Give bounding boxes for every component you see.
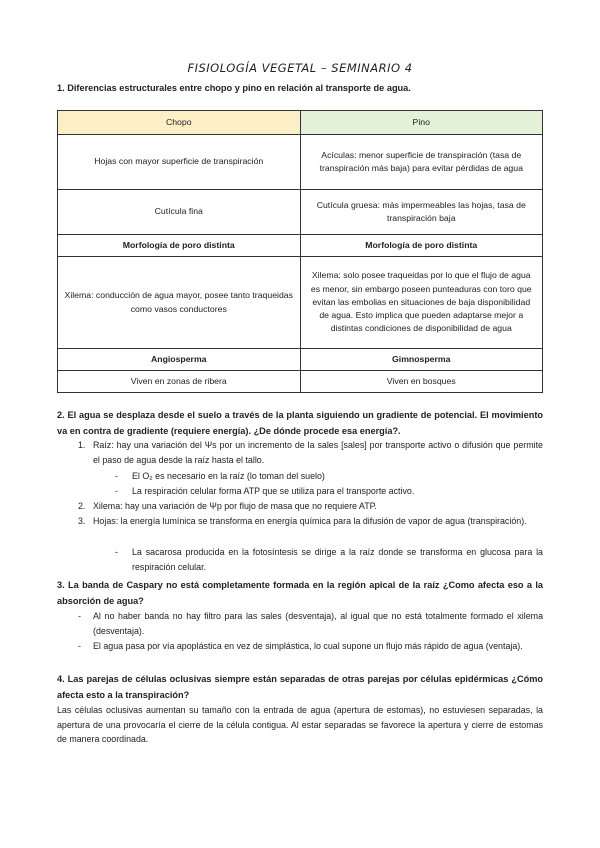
table-cell: Morfología de poro distinta [58, 235, 301, 257]
question-1: 1. Diferencias estructurales entre chopo y pino en relación al transporte de agua. [57, 83, 411, 93]
answer-4: Las células oclusivas aumentan su tamaño con la entrada de agua (apertura de estomas), no estuviesen separadas, la apertura de una provocaría el cierre de la célula contigua. Al estar separadas se favorece la apertura y cierre de estomas de manera coordinada. [57, 705, 543, 745]
answer-3-1: Al no haber banda no hay filtro para las sales (desventaja), al igual que no está totalmente formado el xilema (desventaja). [93, 611, 543, 636]
bullet: - [115, 471, 118, 481]
bullet: - [115, 486, 118, 496]
list-number-2: 2. [78, 501, 86, 511]
table-cell: Angiosperma [58, 349, 301, 371]
table-cell: Cutícula gruesa: más impermeables las hojas, tasa de transpiración baja [300, 190, 543, 235]
question-2: 2. El agua se desplaza desde el suelo a través de la planta siguiendo un gradiente de potencial. El movimiento va en contra de gradiente (requiere energía). ¿De dónde procede esa energía?. [57, 410, 543, 436]
table-cell: Gimnosperma [300, 349, 543, 371]
list-number-3: 3. [78, 516, 86, 526]
page-title: FISIOLOGÍA VEGETAL – SEMINARIO 4 [187, 61, 413, 75]
table-cell: Viven en bosques [300, 371, 543, 393]
table-cell: Xilema: solo posee traqueidas por lo que el flujo de agua es menor, sin embargo poseen punteaduras con toro que evitan las embolias en situaciones de baja disponibilidad de agua. Esto implica que pueden adaptarse mejor a distintas condiciones de disponibilidad de agua [300, 257, 543, 349]
bullet: - [78, 641, 81, 651]
table-cell: Morfología de poro distinta [300, 235, 543, 257]
bullet: - [78, 611, 81, 621]
bullet: - [115, 547, 118, 557]
question-3: 3. La banda de Caspary no está completamente formada en la región apical de la raíz ¿Como afecta eso a la absorción de agua? [57, 580, 543, 606]
table-cell: Cutícula fina [58, 190, 301, 235]
answer-2-1a: El O₂ es necesario en la raíz (lo toman del suelo) [132, 471, 325, 481]
comparison-table [57, 110, 543, 393]
answer-2-1: Raíz: hay una variación del Ψs por un incremento de la sales [sales] por transporte activo o difusión que permite el paso de agua desde la raíz hasta el tallo. [93, 440, 543, 465]
question-4: 4. Las parejas de células oclusivas siempre están separadas de otras parejas por células epidérmicas ¿Cómo afecta esto a la transpiración? [57, 674, 543, 700]
header-pino: Pino [300, 111, 543, 135]
answer-2-2: Xilema: hay una variación de Ψp por flujo de masa que no requiere ATP. [93, 501, 377, 511]
answer-3-2: El agua pasa por vía apoplástica en vez de simplástica, lo cual supone un flujo más rápido de agua (ventaja). [93, 641, 523, 651]
answer-2-3a: La sacarosa producida en la fotosíntesis se dirige a la raíz donde se transforma en glucosa para la respiración celular. [132, 547, 543, 572]
answer-2-1b: La respiración celular forma ATP que se utiliza para el transporte activo. [132, 486, 415, 496]
table-cell: Hojas con mayor superficie de transpiración [58, 135, 301, 190]
table-cell: Xilema: conducción de agua mayor, posee tanto traqueidas como vasos conductores [58, 257, 301, 349]
table-cell: Viven en zonas de ribera [58, 371, 301, 393]
answer-2-3: Hojas: la energía lumínica se transforma en energía química para la difusión de vapor de agua (transpiración). [93, 516, 527, 526]
list-number-1: 1. [78, 440, 86, 450]
header-chopo: Chopo [58, 111, 301, 135]
table-cell: Acículas: menor superficie de transpiración (tasa de transpiración más baja) para evitar pérdidas de agua [300, 135, 543, 190]
